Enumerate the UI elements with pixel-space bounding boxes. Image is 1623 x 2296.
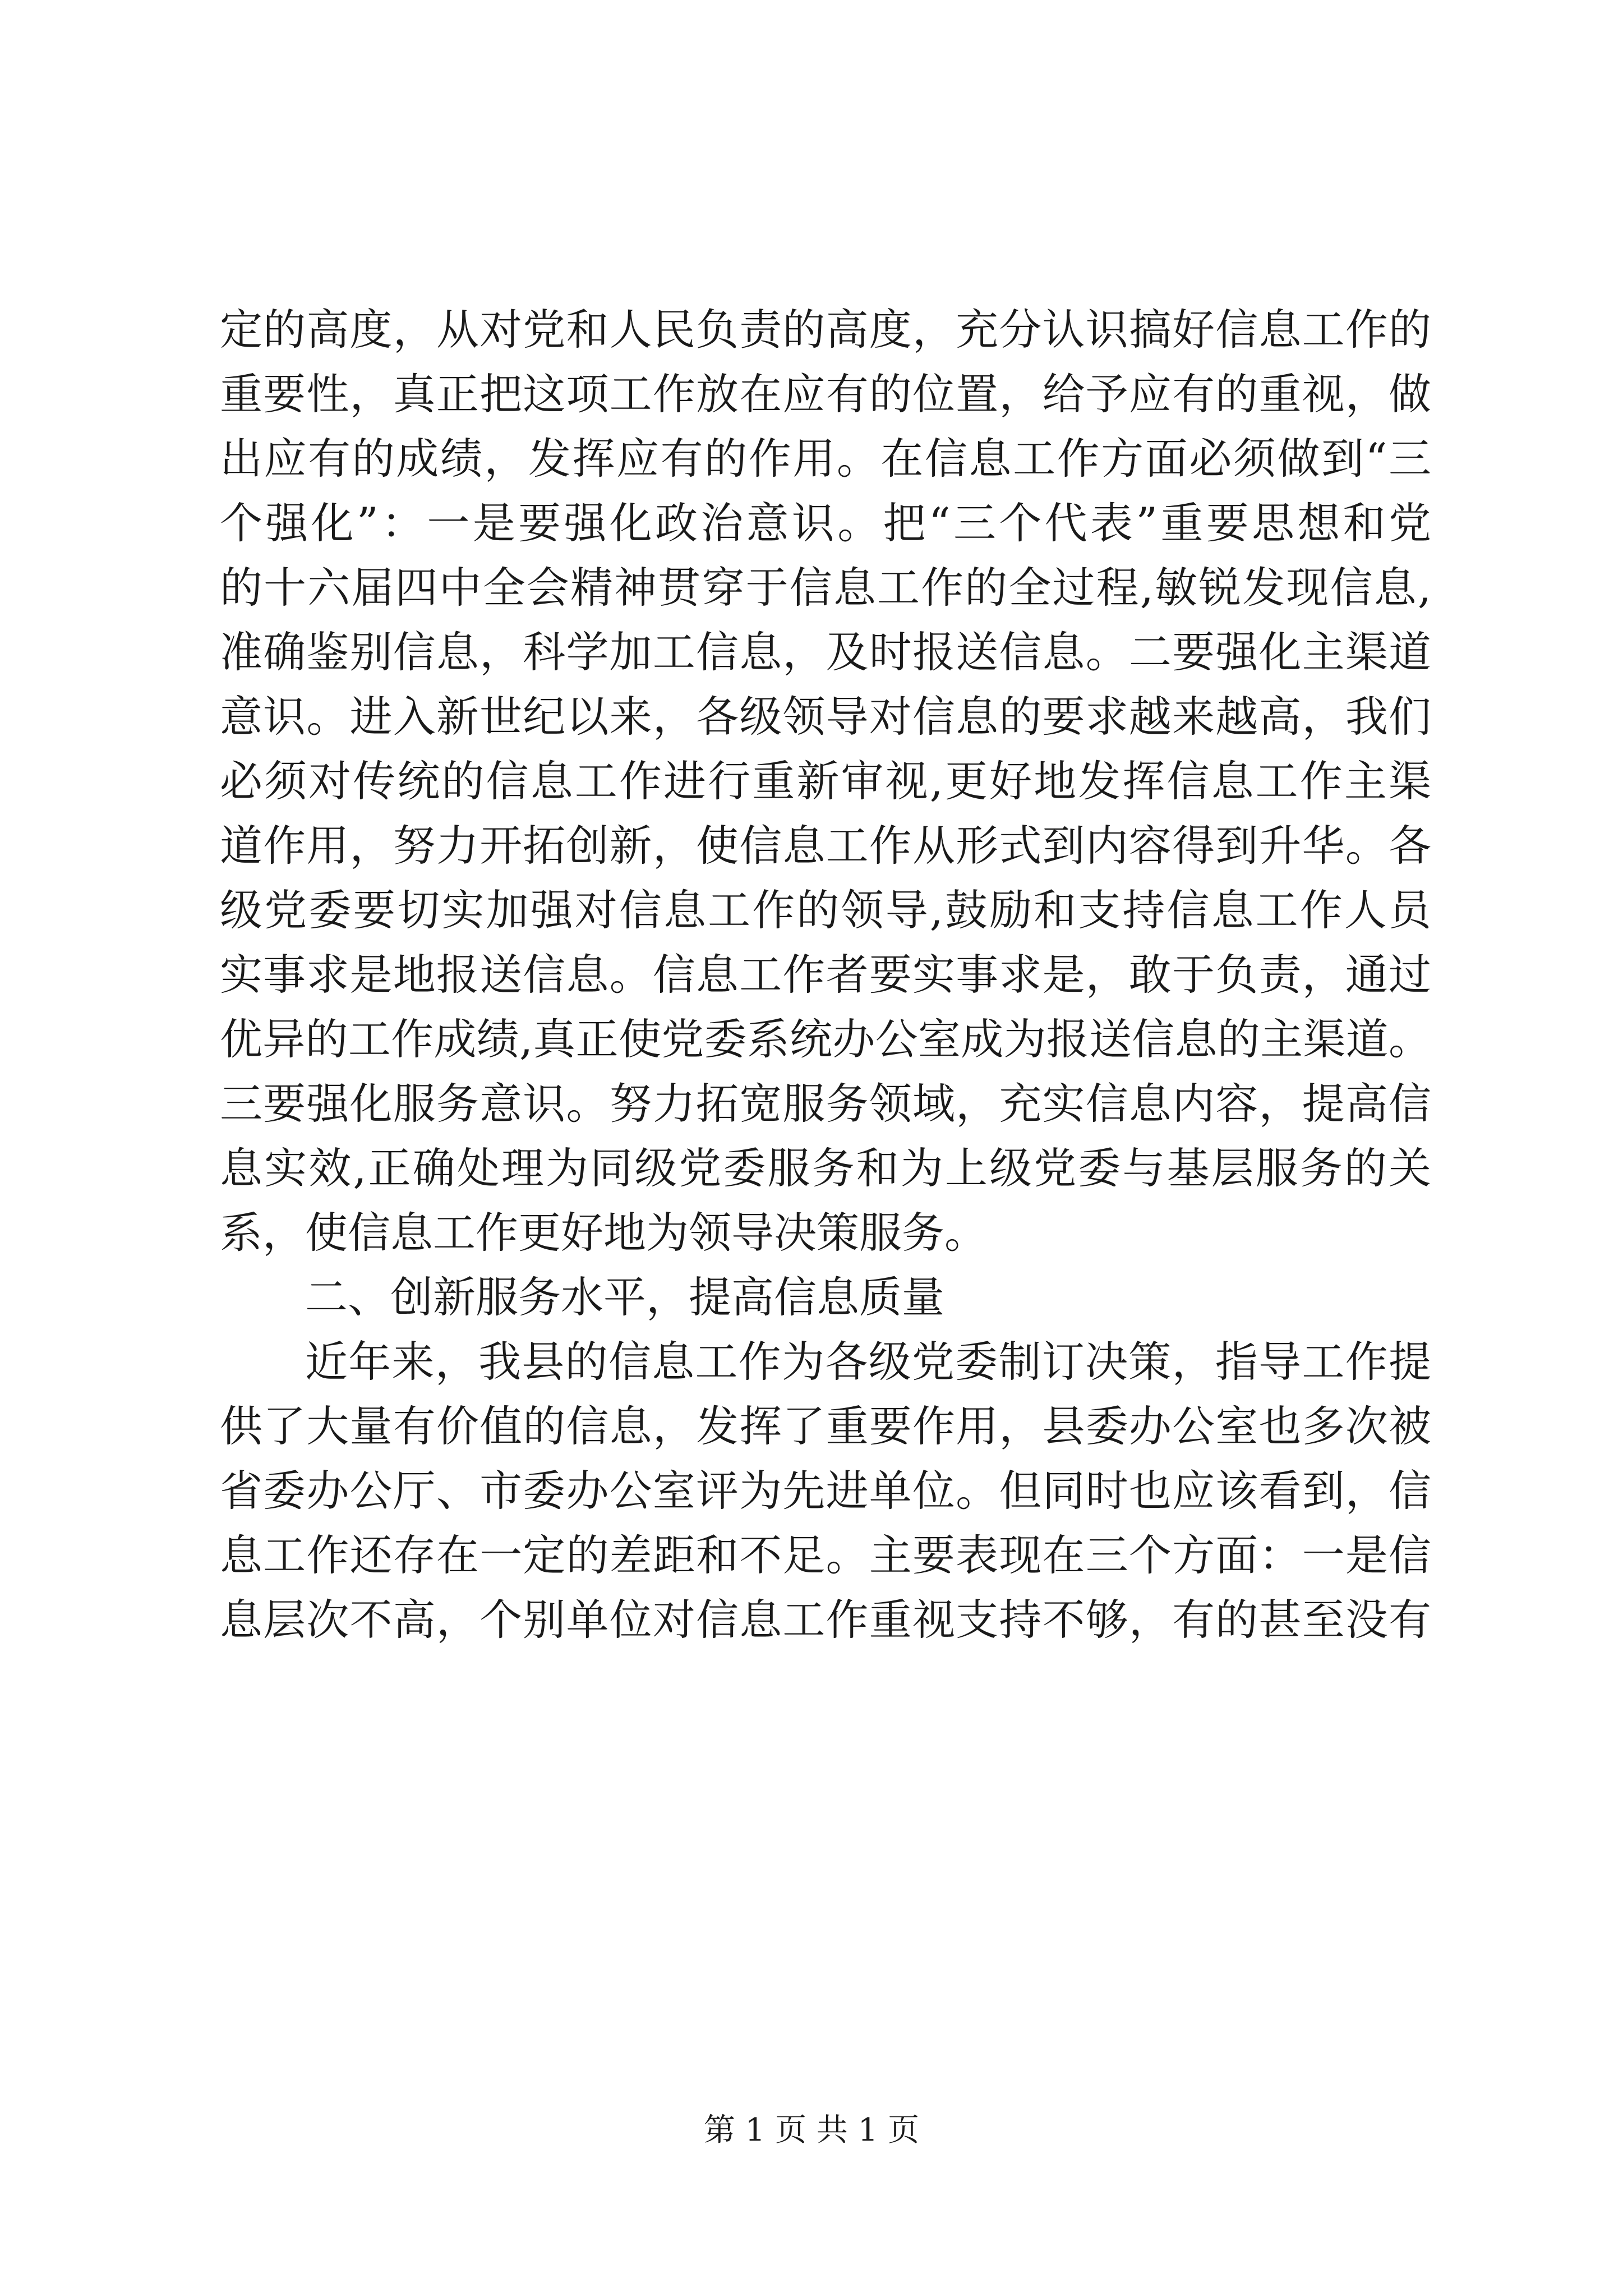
text-line: 近年来，我县的信息工作为各级党委制订决策，指导工作提 (305, 1337, 1431, 1387)
text-line: 供了大量有价值的信息，发挥了重要作用，县委办公室也多次被 (220, 1401, 1431, 1451)
text-line: 系，使信息工作更好地为领导决策服务。 (220, 1208, 987, 1258)
text-line: 息实效,正确处理为同级党委服务和为上级党委与基层服务的关 (220, 1143, 1431, 1193)
text-line: 优异的工作成绩,真正使党委系统办公室成为报送信息的主渠道。 (220, 1014, 1431, 1064)
text-line: 的十六届四中全会精神贯穿于信息工作的全过程,敏锐发现信息, (220, 563, 1431, 613)
document-body (220, 297, 1431, 1652)
page-footer: 第 1 页 共 1 页 (703, 2112, 920, 2148)
text-line: 道作用，努力开拓创新，使信息工作从形式到内容得到升华。各 (220, 821, 1431, 871)
text-line: 出应有的成绩，发挥应有的作用。在信息工作方面必须做到“三 (220, 434, 1431, 484)
text-line: 级党委要切实加强对信息工作的领导,鼓励和支持信息工作人员 (220, 885, 1431, 935)
text-line: 息工作还存在一定的差距和不足。主要表现在三个方面：一是信 (220, 1530, 1431, 1580)
text-line: 必须对传统的信息工作进行重新审视,更好地发挥信息工作主渠 (220, 756, 1431, 806)
text-line: 意识。进入新世纪以来，各级领导对信息的要求越来越高，我们 (220, 692, 1431, 742)
text-line: 定的高度，从对党和人民负责的高度，充分认识搞好信息工作的 (220, 305, 1431, 355)
text-line: 息层次不高，个别单位对信息工作重视支持不够，有的甚至没有 (220, 1595, 1431, 1645)
text-line: 重要性，真正把这项工作放在应有的位置，给予应有的重视，做 (220, 369, 1431, 419)
text-line: 准确鉴别信息，科学加工信息，及时报送信息。二要强化主渠道 (220, 627, 1431, 677)
text-line: 三要强化服务意识。努力拓宽服务领域，充实信息内容，提高信 (220, 1079, 1431, 1129)
text-line: 个强化”：一是要强化政治意识。把“三个代表”重要思想和党 (220, 498, 1431, 548)
section-heading: 二、创新服务水平，提高信息质量 (305, 1272, 944, 1322)
text-line: 实事求是地报送信息。信息工作者要实事求是，敢于负责，通过 (220, 950, 1431, 1000)
text-line: 省委办公厅、市委办公室评为先进单位。但同时也应该看到，信 (220, 1466, 1431, 1516)
